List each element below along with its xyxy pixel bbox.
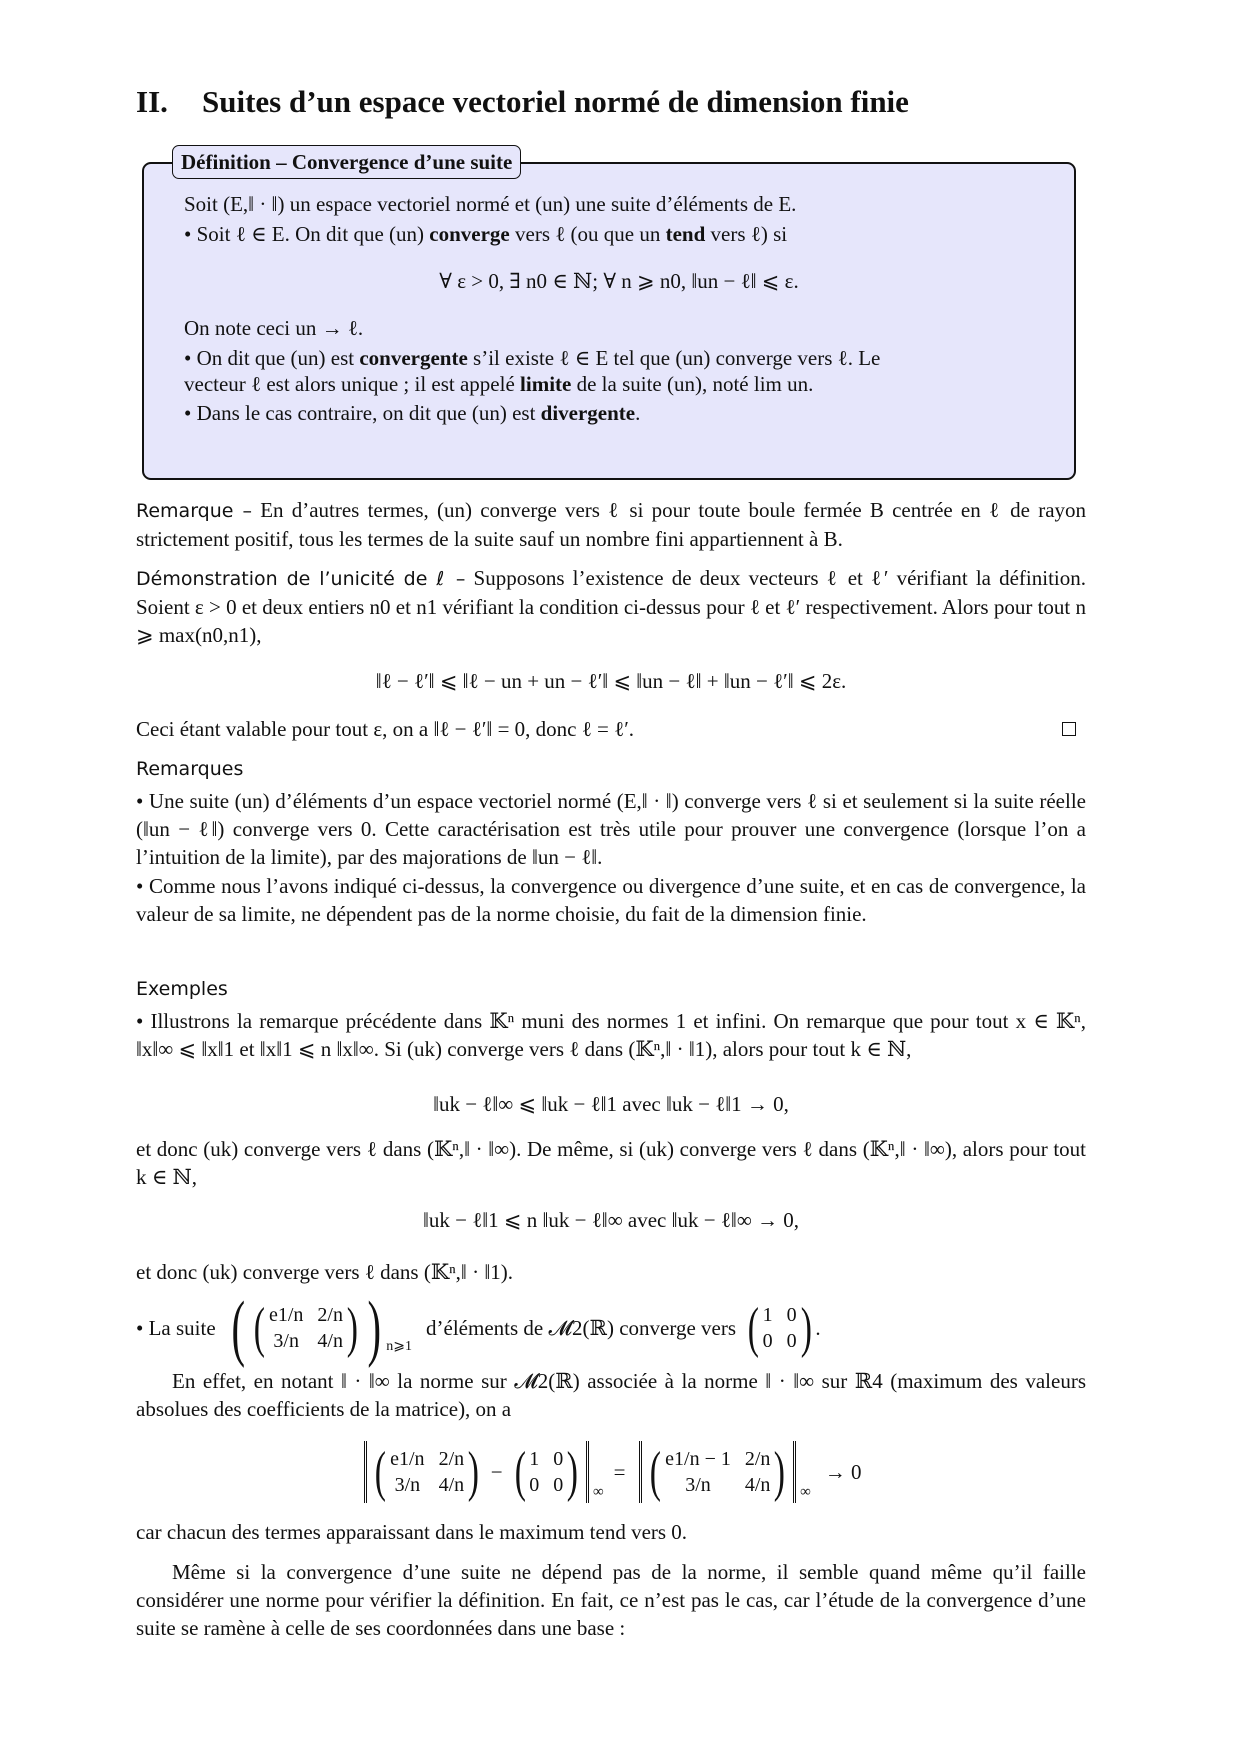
section-number: II. — [136, 84, 168, 119]
matrix-limit-cell: 0 — [786, 1330, 797, 1352]
remarques-label: Remarques — [136, 758, 244, 780]
exemples-item-2 — [136, 1287, 1086, 1369]
exemples-text-2: et donc (uk) converge vers ℓ dans (𝕂ⁿ,‖ · ‖∞). De même, si (uk) converge vers ℓ dans (𝕂ⁿ,‖ · ‖∞), alors pour tout k ∈ ℕ, — [136, 1137, 1086, 1189]
qed-square — [1062, 722, 1076, 736]
demonstration-text: Supposons l’existence de deux vecteurs ℓ et ℓ′ vérifiant la définition. Soient ε > 0 et deux entiers n0 et n1 vérifiant la condition ci-dessus pour ℓ et ℓ′ respectivement. Alors pour tout n ⩾ max(n0,n1), — [136, 566, 1086, 647]
suite-text: d’éléments de 𝓜2(ℝ) converge vers — [426, 1316, 737, 1340]
remarque-label: Remarque – — [136, 500, 252, 522]
demonstration-formula: ‖ℓ − ℓ′‖ ⩽ ‖ℓ − un + un − ℓ′‖ ⩽ ‖un − ℓ‖ + ‖un − ℓ′‖ ⩽ 2ε. — [375, 669, 847, 693]
demonstration-label: Démonstration de l’unicité de ℓ – — [136, 568, 466, 590]
matrix-diff-cell: 4/n — [744, 1474, 771, 1496]
matrix-seq-cell: 2/n — [438, 1448, 465, 1470]
matrix-limit-cell: 0 — [762, 1330, 773, 1352]
sequence-index: n⩾1 — [386, 1339, 413, 1354]
exemples-formula-1: ‖uk − ℓ‖∞ ⩽ ‖uk − ℓ‖1 avec ‖uk − ℓ‖1 → 0, — [433, 1092, 789, 1116]
matrix-seq-cell: e1/n — [268, 1304, 304, 1326]
matrix-seq-cell: 4/n — [438, 1474, 465, 1496]
definition-line-2: • Soit ℓ ∈ E. On dit que (un) converge vers ℓ (ou que un tend vers ℓ) si — [184, 222, 788, 246]
matrix-diff-cell: e1/n − 1 — [665, 1448, 731, 1470]
matrix-limit-cell: 0 — [553, 1474, 564, 1496]
demonstration-conclusion: Ceci étant valable pour tout ε, on a ‖ℓ − ℓ′‖ = 0, donc ℓ = ℓ′. — [136, 717, 635, 741]
matrix-seq-cell: 3/n — [394, 1474, 421, 1496]
infinity-subscript: ∞ — [592, 1484, 604, 1500]
equals-sign: = — [613, 1460, 626, 1484]
matrix-seq-cell: 2/n — [317, 1304, 343, 1326]
definition-line-6: • Dans le cas contraire, on dit que (un) est divergente. — [184, 401, 641, 425]
matrix-limit-cell: 0 — [529, 1474, 540, 1496]
suite-label: • La suite — [136, 1316, 216, 1340]
exemples-text-3: et donc (uk) converge vers ℓ dans (𝕂ⁿ,‖ · ‖1). — [136, 1260, 513, 1284]
section-heading — [136, 84, 909, 120]
tends-to-zero: → 0 — [824, 1460, 862, 1484]
demonstration — [136, 564, 1086, 649]
matrix-limit-cell: 1 — [762, 1304, 773, 1326]
exemples-text-5: car chacun des termes apparaissant dans le maximum tend vers 0. — [136, 1520, 688, 1544]
definition-line-4: • On dit que (un) est convergente s’il existe ℓ ∈ E tel que (un) converge vers ℓ. Le — [184, 346, 881, 370]
remarques-item-1: • Une suite (un) d’éléments d’un espace vectoriel normé (E,‖ · ‖) converge vers ℓ si et seulement si la suite réelle (‖un − ℓ‖) converge vers 0. Cette caractérisation est très utile pour prouver une convergence (lorsque l’on a l’intuition de la limite), par des majorations de ‖un − ℓ‖. — [136, 789, 1086, 869]
matrix-limit-cell: 0 — [553, 1448, 564, 1470]
remarque-text: En d’autres termes, (un) converge vers ℓ si pour toute boule fermée B centrée en ℓ de rayon strictement positif, tous les termes de la suite sauf un nombre fini appartiennent à B. — [136, 498, 1087, 551]
definition-formula: ∀ ε > 0, ∃ n0 ∈ ℕ; ∀ n ⩾ n0, ‖un − ℓ‖ ⩽ ε. — [439, 269, 799, 293]
matrix-limit: ( 1 0 0 0 ) . — [747, 1297, 821, 1359]
matrix-diff-cell: 3/n — [685, 1474, 711, 1496]
remarque — [136, 496, 1086, 553]
definition-line-3: On note ceci un → ℓ. — [184, 316, 364, 340]
remarques-item-2: • Comme nous l’avons indiqué ci-dessus, la convergence ou divergence d’une suite, et en cas de convergence, la valeur de sa limite, ne dépendent pas de la norme choisie, du fait de la dimension finie. — [136, 874, 1086, 926]
matrix-limit-cell: 1 — [529, 1448, 540, 1470]
minus-sign: − — [490, 1460, 503, 1484]
matrix-seq-cell: 3/n — [273, 1330, 299, 1352]
exemples-text-4: En effet, en notant ‖ · ‖∞ la norme sur 𝓜2(ℝ) associée à la norme ‖ · ‖∞ sur ℝ4 (maximum des valeurs absolues des coefficients de la matrice), on a — [136, 1369, 1086, 1421]
matrix-limit-cell: 0 — [786, 1304, 797, 1326]
infinity-subscript: ∞ — [800, 1484, 811, 1500]
matrix-seq-cell: 4/n — [317, 1330, 343, 1352]
matrix-diff-cell: 2/n — [744, 1448, 771, 1470]
definition-title: Définition – Convergence d’une suite — [172, 145, 521, 179]
definition-line-5: vecteur ℓ est alors unique ; il est appelé limite de la suite (un), noté lim un. — [184, 372, 814, 396]
matrix-sequence: ( ( e1/n 2/n 3/n 4/n ) ) n⩾1 — [231, 1287, 413, 1369]
exemples-label: Exemples — [136, 978, 228, 1000]
exemples-formula-2: ‖uk − ℓ‖1 ⩽ n ‖uk − ℓ‖∞ avec ‖uk − ℓ‖∞ → 0, — [422, 1208, 800, 1232]
definition-line-1: Soit (E,‖ · ‖) un espace vectoriel normé et (un) une suite d’éléments de E. — [184, 192, 797, 216]
closing-paragraph: Même si la convergence d’une suite ne dépend pas de la norme, il semble quand même qu’il faille considérer une norme pour vérifier la définition. En fait, ce n’est pas le cas, car l’étude de la convergence d’une suite se ramène à celle de ses coordonnées dans une base : — [136, 1560, 1086, 1640]
section-title: Suites d’un espace vectoriel normé de dimension finie — [202, 84, 909, 119]
exemples-norm-formula: ( e1/n 2/n 3/n 4/n ) − ( 1 0 0 0 ) ∞ = ( e1/n − 1 2/n 3/n 4/n ) ∞ → 0 — [136, 1432, 1086, 1512]
exemples-item-1: • Illustrons la remarque précédente dans 𝕂ⁿ muni des normes 1 et infini. On remarque que pour tout x ∈ 𝕂ⁿ, ‖x‖∞ ⩽ ‖x‖1 et ‖x‖1 ⩽ n ‖x‖∞. Si (uk) converge vers ℓ dans (𝕂ⁿ,‖ · ‖1), alors pour tout k ∈ ℕ, — [136, 1009, 1086, 1061]
matrix-seq-cell: e1/n — [390, 1448, 425, 1470]
